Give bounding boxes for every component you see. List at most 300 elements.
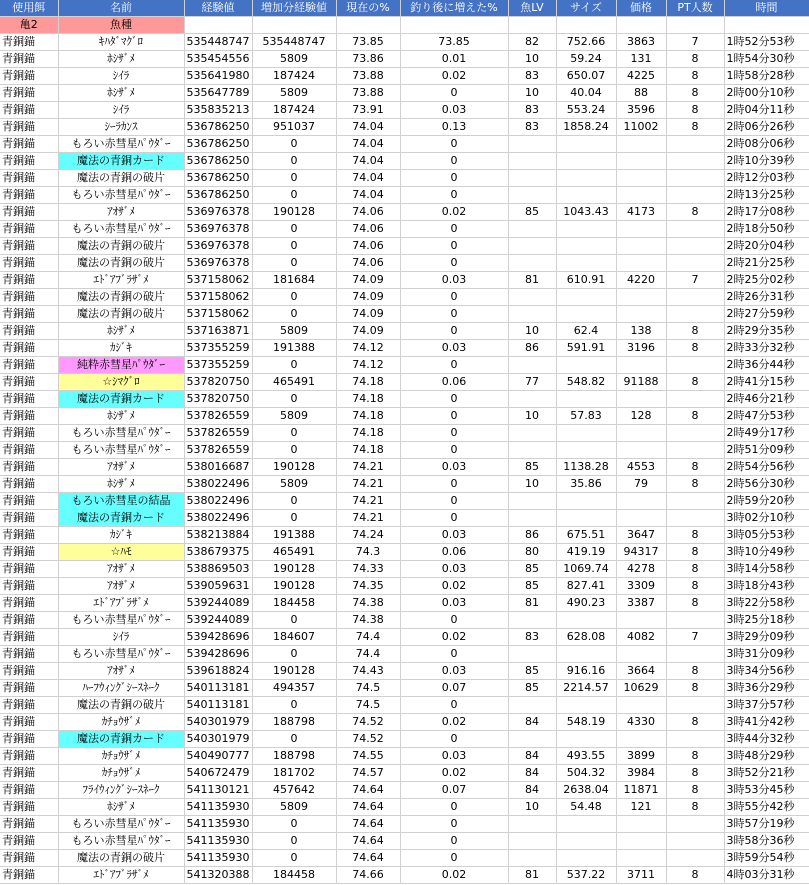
table-row [0, 867, 809, 884]
cell-exp-gain: 0 [252, 357, 336, 374]
cell-exp: 536786250 [184, 136, 252, 153]
cell-time: 2時13分25秒 [724, 187, 809, 204]
cell-exp-gain: 0 [252, 170, 336, 187]
cell-exp-gain: 190128 [252, 204, 336, 221]
cell-price [616, 238, 666, 255]
header-name: 名前 [58, 0, 184, 17]
cell-size [556, 833, 616, 850]
cell-pt-count: 8 [666, 85, 724, 102]
cell-pt-count: 8 [666, 595, 724, 612]
cell-exp-gain: 0 [252, 187, 336, 204]
cell-exp: 537355259 [184, 357, 252, 374]
cell-current-pct: 74.38 [336, 595, 400, 612]
cell-pct-gain: 0 [400, 442, 508, 459]
cell-price: 11871 [616, 782, 666, 799]
cell-exp: 541320388 [184, 867, 252, 884]
cell-exp-gain: 0 [252, 646, 336, 663]
cell-price: 4220 [616, 272, 666, 289]
cell-size: 419.19 [556, 544, 616, 561]
cell-current-pct: 74.06 [336, 204, 400, 221]
cell-pct-gain: 0 [400, 187, 508, 204]
cell-exp-gain: 190128 [252, 459, 336, 476]
cell-current-pct: 74.64 [336, 816, 400, 833]
cell-time: 3時48分29秒 [724, 748, 809, 765]
cell-pt-count [666, 136, 724, 153]
cell-pt-count: 8 [666, 51, 724, 68]
cell-exp: 537826559 [184, 425, 252, 442]
cell-size: 916.16 [556, 663, 616, 680]
cell-price: 3664 [616, 663, 666, 680]
cell-pt-count: 8 [666, 340, 724, 357]
cell-fish-lv: 85 [508, 561, 556, 578]
cell-exp: 537820750 [184, 374, 252, 391]
cell-pct-gain: 0 [400, 476, 508, 493]
table-row [0, 493, 809, 510]
cell-size: 2638.04 [556, 782, 616, 799]
table-row [0, 476, 809, 493]
cell-time: 2時25分02秒 [724, 272, 809, 289]
cell-time: 3時55分42秒 [724, 799, 809, 816]
cell-price: 4278 [616, 561, 666, 578]
cell-fish-lv [508, 442, 556, 459]
cell-pt-count [666, 612, 724, 629]
table-row [0, 34, 809, 51]
cell-pct-gain: 0.03 [400, 595, 508, 612]
cell-price [616, 425, 666, 442]
cell-fish-lv: 85 [508, 680, 556, 697]
cell-bait: 青銅錨 [0, 697, 58, 714]
cell-exp: 537158062 [184, 289, 252, 306]
cell-current-pct: 74.3 [336, 544, 400, 561]
cell-pt-count: 7 [666, 34, 724, 51]
cell-price: 131 [616, 51, 666, 68]
cell-name: ｱｵｻﾞﾒ [58, 204, 184, 221]
table-row [0, 102, 809, 119]
cell-exp-gain: 0 [252, 238, 336, 255]
cell-price: 3863 [616, 34, 666, 51]
cell-exp-gain: 0 [252, 850, 336, 867]
cell-size: 1858.24 [556, 119, 616, 136]
table-row [0, 680, 809, 697]
cell-fish-lv [508, 221, 556, 238]
cell-size [556, 136, 616, 153]
cell-pct-gain: 0 [400, 425, 508, 442]
cell-size: 504.32 [556, 765, 616, 782]
cell-pt-count [666, 833, 724, 850]
cell-current-pct: 73.91 [336, 102, 400, 119]
cell-exp-gain: 191388 [252, 340, 336, 357]
cell-exp: 538213884 [184, 527, 252, 544]
cell-name: もろい赤彗星ﾊﾟｳﾀﾞｰ [58, 221, 184, 238]
cell-time: 2時33分32秒 [724, 340, 809, 357]
cell-bait: 青銅錨 [0, 816, 58, 833]
cell-pct-gain: 0.03 [400, 561, 508, 578]
table-row [0, 204, 809, 221]
cell-exp: 538016687 [184, 459, 252, 476]
cell-exp: 539428696 [184, 629, 252, 646]
cell-exp-gain: 0 [252, 255, 336, 272]
table-row [0, 782, 809, 799]
cell-fish-lv [508, 255, 556, 272]
cell-pt-count: 8 [666, 561, 724, 578]
cell-exp-gain: 494357 [252, 680, 336, 697]
cell-size: 548.19 [556, 714, 616, 731]
cell-name: ｼｰﾗｶﾝｽ [58, 119, 184, 136]
cell-time: 3時34分56秒 [724, 663, 809, 680]
cell-current-pct: 74.4 [336, 629, 400, 646]
cell-exp: 536976378 [184, 238, 252, 255]
cell-current-pct: 74.04 [336, 153, 400, 170]
cell-time: 3時22分58秒 [724, 595, 809, 612]
cell-pt-count [666, 850, 724, 867]
cell-exp-gain: 0 [252, 697, 336, 714]
cell-exp-gain: 187424 [252, 102, 336, 119]
cell-time: 2時54分56秒 [724, 459, 809, 476]
cell-price [616, 833, 666, 850]
cell-time: 3時59分54秒 [724, 850, 809, 867]
cell-time: 3時57分19秒 [724, 816, 809, 833]
cell-pt-count: 8 [666, 799, 724, 816]
cell-fish-lv: 85 [508, 204, 556, 221]
cell-time: 3時53分45秒 [724, 782, 809, 799]
cell-fish-lv [508, 493, 556, 510]
cell-time: 2時26分31秒 [724, 289, 809, 306]
cell-bait: 青銅錨 [0, 527, 58, 544]
cell-time: 3時25分18秒 [724, 612, 809, 629]
cell-size: 610.91 [556, 272, 616, 289]
cell-exp-gain: 5809 [252, 51, 336, 68]
cell-size: 548.82 [556, 374, 616, 391]
cell-size [556, 612, 616, 629]
subheader-row [0, 17, 809, 34]
cell-name: もろい赤彗星ﾊﾟｳﾀﾞｰ [58, 442, 184, 459]
cell-exp-gain: 5809 [252, 408, 336, 425]
cell-fish-lv: 86 [508, 340, 556, 357]
cell-pt-count: 8 [666, 527, 724, 544]
cell-current-pct: 74.09 [336, 272, 400, 289]
cell-pt-count: 8 [666, 714, 724, 731]
cell-exp: 538869503 [184, 561, 252, 578]
cell-fish-lv: 80 [508, 544, 556, 561]
header-row [0, 0, 809, 17]
cell-fish-lv [508, 833, 556, 850]
cell-pt-count: 8 [666, 102, 724, 119]
cell-pct-gain: 0 [400, 221, 508, 238]
cell-time: 3時41分42秒 [724, 714, 809, 731]
table-row [0, 323, 809, 340]
cell-name: もろい赤彗星ﾊﾟｳﾀﾞｰ [58, 612, 184, 629]
cell-current-pct: 74.24 [336, 527, 400, 544]
cell-exp: 536976378 [184, 255, 252, 272]
cell-exp-gain: 184458 [252, 595, 336, 612]
cell-price: 4225 [616, 68, 666, 85]
cell-exp-gain: 457642 [252, 782, 336, 799]
cell-current-pct: 74.55 [336, 748, 400, 765]
cell-name: ｼｲﾗ [58, 68, 184, 85]
cell-current-pct: 73.88 [336, 68, 400, 85]
cell-time: 2時06分26秒 [724, 119, 809, 136]
cell-pt-count: 8 [666, 544, 724, 561]
table-row [0, 833, 809, 850]
cell-pct-gain: 0.06 [400, 544, 508, 561]
cell-time: 2時51分09秒 [724, 442, 809, 459]
table-row [0, 748, 809, 765]
cell-time: 2時10分39秒 [724, 153, 809, 170]
cell-price: 3309 [616, 578, 666, 595]
cell-current-pct: 74.06 [336, 221, 400, 238]
cell-current-pct: 74.09 [336, 306, 400, 323]
cell-current-pct: 73.85 [336, 34, 400, 51]
cell-fish-lv [508, 850, 556, 867]
cell-exp: 536786250 [184, 153, 252, 170]
cell-name: 純粋赤彗星ﾊﾟｳﾀﾞｰ [58, 357, 184, 374]
cell-time: 2時17分08秒 [724, 204, 809, 221]
cell-name: もろい赤彗星ﾊﾟｳﾀﾞｰ [58, 816, 184, 833]
cell-pct-gain: 0.03 [400, 748, 508, 765]
cell-current-pct: 74.66 [336, 867, 400, 884]
cell-time: 2時20分04秒 [724, 238, 809, 255]
cell-pt-count: 8 [666, 374, 724, 391]
cell-size [556, 697, 616, 714]
cell-time: 2時04分11秒 [724, 102, 809, 119]
table-row [0, 561, 809, 578]
cell-time: 2時59分20秒 [724, 493, 809, 510]
cell-exp: 539059631 [184, 578, 252, 595]
cell-pct-gain: 0 [400, 646, 508, 663]
cell-pt-count [666, 391, 724, 408]
cell-pt-count: 8 [666, 680, 724, 697]
header-current-pct: 現在の% [336, 0, 400, 17]
cell-bait: 青銅錨 [0, 391, 58, 408]
table-row [0, 442, 809, 459]
cell-bait: 青銅錨 [0, 442, 58, 459]
cell-current-pct: 74.04 [336, 187, 400, 204]
cell-size [556, 187, 616, 204]
cell-size [556, 510, 616, 527]
cell-name: もろい赤彗星ﾊﾟｳﾀﾞｰ [58, 425, 184, 442]
cell-bait: 青銅錨 [0, 867, 58, 884]
cell-price: 138 [616, 323, 666, 340]
cell-size [556, 850, 616, 867]
cell-price: 3387 [616, 595, 666, 612]
cell-price [616, 221, 666, 238]
cell-current-pct: 74.52 [336, 731, 400, 748]
cell-price: 91188 [616, 374, 666, 391]
cell-exp: 537158062 [184, 306, 252, 323]
cell-price: 3596 [616, 102, 666, 119]
cell-bait: 青銅錨 [0, 102, 58, 119]
cell-bait: 青銅錨 [0, 476, 58, 493]
cell-bait: 青銅錨 [0, 204, 58, 221]
cell-exp-gain: 0 [252, 136, 336, 153]
cell-price [616, 153, 666, 170]
table-row [0, 391, 809, 408]
cell-time: 2時21分25秒 [724, 255, 809, 272]
cell-pt-count: 8 [666, 204, 724, 221]
table-row [0, 119, 809, 136]
cell-bait: 青銅錨 [0, 238, 58, 255]
cell-pt-count [666, 731, 724, 748]
cell-fish-lv [508, 153, 556, 170]
cell-bait: 青銅錨 [0, 323, 58, 340]
cell-exp-gain: 188798 [252, 714, 336, 731]
header-size: サイズ [556, 0, 616, 17]
table-row [0, 340, 809, 357]
cell-bait: 青銅錨 [0, 272, 58, 289]
cell-exp: 540672479 [184, 765, 252, 782]
cell-time: 3時44分32秒 [724, 731, 809, 748]
cell-fish-lv: 81 [508, 272, 556, 289]
cell-time: 3時05分53秒 [724, 527, 809, 544]
cell-exp-gain: 190128 [252, 578, 336, 595]
cell-pct-gain: 0 [400, 170, 508, 187]
cell-name: ｷﾊﾀﾞﾏｸﾞﾛ [58, 34, 184, 51]
header-time: 時間 [724, 0, 809, 17]
cell-exp: 536976378 [184, 204, 252, 221]
cell-size: 553.24 [556, 102, 616, 119]
cell-size: 1043.43 [556, 204, 616, 221]
cell-bait: 青銅錨 [0, 646, 58, 663]
cell-current-pct: 74.52 [336, 714, 400, 731]
cell-pt-count [666, 187, 724, 204]
cell-fish-lv: 83 [508, 629, 556, 646]
cell-time: 2時36分44秒 [724, 357, 809, 374]
cell-fish-lv [508, 510, 556, 527]
cell-current-pct: 74.06 [336, 238, 400, 255]
cell-exp: 539244089 [184, 595, 252, 612]
cell-name: ☆ﾊﾓ [58, 544, 184, 561]
cell-pt-count: 7 [666, 272, 724, 289]
cell-pt-count [666, 442, 724, 459]
table-row [0, 663, 809, 680]
cell-pct-gain: 73.85 [400, 34, 508, 51]
cell-exp: 535641980 [184, 68, 252, 85]
cell-bait: 青銅錨 [0, 408, 58, 425]
cell-time: 2時27分59秒 [724, 306, 809, 323]
cell-exp: 535454556 [184, 51, 252, 68]
cell-name: 魔法の青銅の破片 [58, 306, 184, 323]
cell-bait: 青銅錨 [0, 629, 58, 646]
cell-exp: 538022496 [184, 493, 252, 510]
cell-exp: 538679375 [184, 544, 252, 561]
cell-price: 10629 [616, 680, 666, 697]
cell-bait: 青銅錨 [0, 680, 58, 697]
cell-current-pct: 74.18 [336, 442, 400, 459]
cell-time: 3時58分36秒 [724, 833, 809, 850]
cell-size: 591.91 [556, 340, 616, 357]
cell-exp: 538022496 [184, 476, 252, 493]
cell-exp-gain: 191388 [252, 527, 336, 544]
table-row [0, 374, 809, 391]
table-row [0, 289, 809, 306]
cell-size [556, 391, 616, 408]
table-row [0, 544, 809, 561]
cell-fish-lv: 83 [508, 119, 556, 136]
cell-bait: 青銅錨 [0, 731, 58, 748]
cell-price [616, 816, 666, 833]
cell-pt-count: 8 [666, 663, 724, 680]
cell-pct-gain: 0 [400, 238, 508, 255]
cell-fish-lv [508, 170, 556, 187]
cell-pt-count [666, 153, 724, 170]
cell-bait: 青銅錨 [0, 51, 58, 68]
cell-fish-lv [508, 306, 556, 323]
cell-size: 59.24 [556, 51, 616, 68]
cell-pct-gain: 0.01 [400, 51, 508, 68]
cell-fish-lv [508, 391, 556, 408]
cell-name: 魔法の青銅の破片 [58, 850, 184, 867]
cell-pct-gain: 0 [400, 323, 508, 340]
table-row [0, 612, 809, 629]
cell-price [616, 646, 666, 663]
table-row [0, 136, 809, 153]
cell-name: ｱｵｻﾞﾒ [58, 663, 184, 680]
cell-fish-lv [508, 136, 556, 153]
cell-name: ｶﾁｮｳｻﾞﾒ [58, 714, 184, 731]
cell-pct-gain: 0.02 [400, 867, 508, 884]
cell-exp: 541130121 [184, 782, 252, 799]
cell-pt-count: 8 [666, 459, 724, 476]
cell-price [616, 289, 666, 306]
cell-bait: 青銅錨 [0, 459, 58, 476]
cell-price: 3647 [616, 527, 666, 544]
cell-current-pct: 74.64 [336, 782, 400, 799]
cell-time: 3時18分43秒 [724, 578, 809, 595]
cell-exp-gain: 535448747 [252, 34, 336, 51]
cell-exp: 540113181 [184, 680, 252, 697]
cell-exp-gain: 465491 [252, 544, 336, 561]
cell-exp: 537163871 [184, 323, 252, 340]
table-row [0, 187, 809, 204]
cell-exp-gain: 951037 [252, 119, 336, 136]
cell-pt-count [666, 289, 724, 306]
cell-exp: 535647789 [184, 85, 252, 102]
cell-time: 2時08分06秒 [724, 136, 809, 153]
cell-bait: 青銅錨 [0, 153, 58, 170]
cell-exp-gain: 187424 [252, 68, 336, 85]
cell-pct-gain: 0 [400, 255, 508, 272]
cell-exp-gain: 0 [252, 816, 336, 833]
cell-name: ﾎｼｻﾞﾒ [58, 408, 184, 425]
cell-name: 魔法の青銅カード [58, 510, 184, 527]
cell-fish-lv: 85 [508, 578, 556, 595]
cell-size: 40.04 [556, 85, 616, 102]
cell-current-pct: 74.5 [336, 697, 400, 714]
cell-pt-count: 8 [666, 408, 724, 425]
cell-bait: 青銅錨 [0, 255, 58, 272]
cell-price [616, 612, 666, 629]
cell-pct-gain: 0.03 [400, 340, 508, 357]
cell-name: ﾌﾗｲｳｨﾝｸﾞｼｰｽﾈｰｸ [58, 782, 184, 799]
cell-price [616, 357, 666, 374]
cell-size [556, 306, 616, 323]
cell-bait: 青銅錨 [0, 170, 58, 187]
cell-size: 62.4 [556, 323, 616, 340]
cell-bait: 青銅錨 [0, 85, 58, 102]
cell-exp: 540490777 [184, 748, 252, 765]
cell-pct-gain: 0 [400, 510, 508, 527]
cell-price: 3984 [616, 765, 666, 782]
cell-exp: 541135930 [184, 816, 252, 833]
cell-fish-lv: 81 [508, 867, 556, 884]
cell-current-pct: 74.18 [336, 391, 400, 408]
header-fish-lv: 魚LV [508, 0, 556, 17]
cell-name: ﾊｰﾌｳｨﾝｸﾞｼｰｽﾈｰｸ [58, 680, 184, 697]
cell-pct-gain: 0 [400, 493, 508, 510]
cell-size [556, 153, 616, 170]
cell-pt-count [666, 697, 724, 714]
cell-exp: 539618824 [184, 663, 252, 680]
